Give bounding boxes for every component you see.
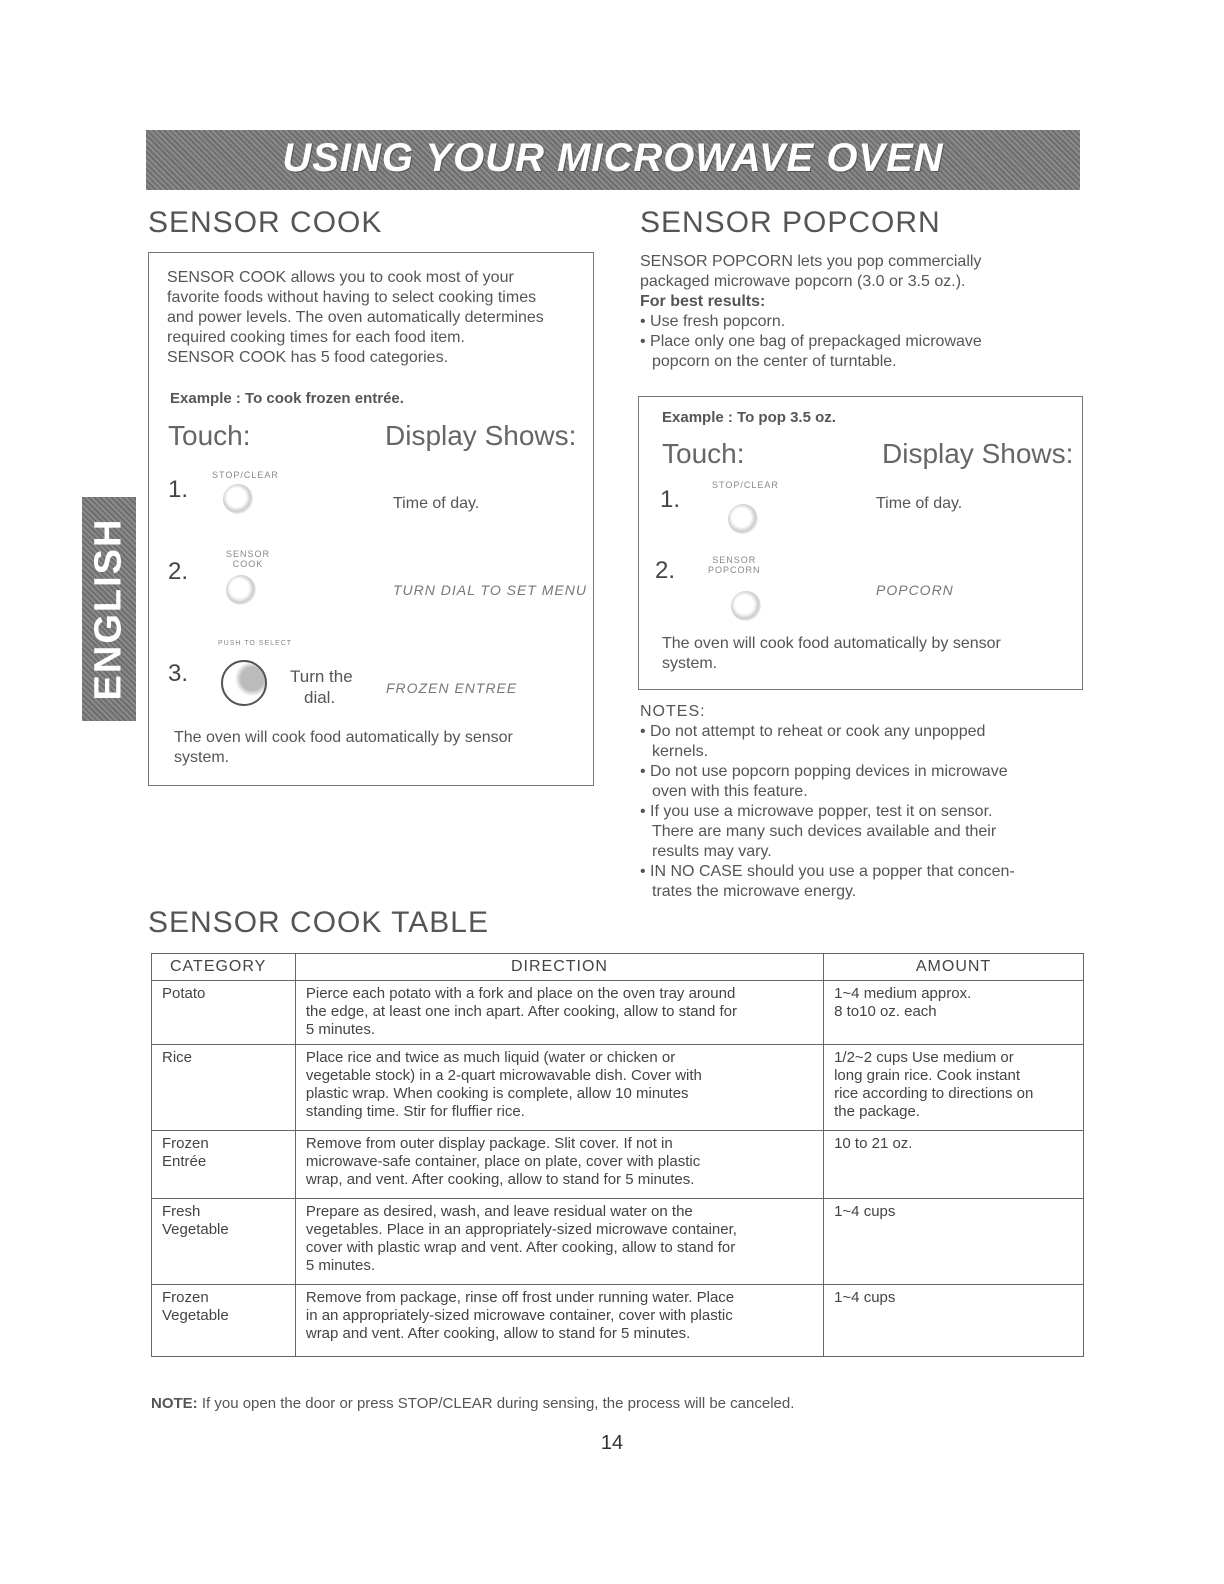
cell-line: 5 minutes. bbox=[305, 1257, 376, 1274]
cell-line: rice according to directions on bbox=[834, 1085, 1034, 1102]
step-number: 3. bbox=[168, 660, 189, 687]
cell-line: the edge, at least one inch apart. After cooking, allow to stand for bbox=[305, 1003, 737, 1020]
cell-category bbox=[152, 1285, 296, 1357]
table-row bbox=[152, 1045, 1084, 1131]
action-line: Turn the bbox=[290, 667, 353, 686]
display-header: Display Shows: bbox=[385, 420, 577, 451]
sensor-cook-title: SENSOR COOK bbox=[148, 206, 383, 239]
button-label: STOP/CLEAR bbox=[212, 470, 279, 480]
cell-direction bbox=[295, 1045, 823, 1131]
language-tab bbox=[82, 497, 136, 721]
language-tab-label: ENGLISH bbox=[87, 517, 130, 701]
intro-line: favorite foods without having to select cooking times bbox=[167, 289, 537, 306]
cell-line: Fresh bbox=[162, 1203, 201, 1220]
table-row bbox=[152, 1199, 1084, 1285]
intro-line: SENSOR POPCORN lets you pop commercially bbox=[640, 253, 982, 270]
dial-label: PUSH TO SELECT bbox=[218, 640, 293, 647]
cell-line: 10 to 21 oz. bbox=[834, 1135, 913, 1152]
stop-clear-button[interactable] bbox=[728, 504, 758, 534]
cell-direction bbox=[295, 1131, 823, 1199]
note-item bbox=[640, 862, 1070, 902]
table-title: SENSOR COOK TABLE bbox=[148, 906, 489, 939]
table-row bbox=[152, 1131, 1084, 1199]
button-label bbox=[708, 555, 761, 575]
note-line: kernels. bbox=[652, 743, 709, 760]
cell-category bbox=[152, 1199, 296, 1285]
note-line: • Do not attempt to reheat or cook any unpopped bbox=[640, 723, 986, 740]
note-item bbox=[640, 722, 1070, 762]
intro-line: packaged microwave popcorn (3.0 or 3.5 oz.). bbox=[640, 273, 966, 290]
sensor-cook-footer bbox=[174, 728, 513, 768]
cell-line: Frozen bbox=[162, 1289, 209, 1306]
intro-line: SENSOR COOK has 5 food categories. bbox=[167, 349, 449, 366]
button-label-line: POPCORN bbox=[708, 565, 761, 575]
sensor-popcorn-button[interactable] bbox=[731, 591, 761, 621]
cell-category bbox=[152, 1045, 296, 1131]
column-header: CATEGORY bbox=[152, 954, 296, 981]
best-result-item: popcorn on the center of turntable. bbox=[652, 353, 897, 370]
cell-line: 5 minutes. bbox=[305, 1021, 376, 1038]
cell-line: Rice bbox=[162, 1049, 193, 1066]
note-line: • IN NO CASE should you use a popper that concen- bbox=[640, 863, 1015, 880]
intro-line: required cooking times for each food item. bbox=[167, 329, 465, 346]
note-line: There are many such devices available and their bbox=[652, 823, 997, 840]
button-label bbox=[226, 549, 270, 569]
note-item bbox=[640, 762, 1070, 802]
step-number: 1. bbox=[168, 476, 189, 503]
cell-amount bbox=[824, 1131, 1084, 1199]
sensor-cook-intro bbox=[167, 268, 587, 368]
sensor-cook-button[interactable] bbox=[226, 575, 256, 605]
cell-direction bbox=[295, 1199, 823, 1285]
cell-amount bbox=[824, 1285, 1084, 1357]
page-banner bbox=[146, 130, 1080, 190]
cell-line: vegetable stock) in a 2-quart microwavable dish. Cover with bbox=[305, 1067, 702, 1084]
cell-line: Pierce each potato with a fork and place on the oven tray around bbox=[305, 985, 736, 1002]
cell-line: 8 to10 oz. each bbox=[834, 1003, 937, 1020]
cell-line: the package. bbox=[834, 1103, 920, 1120]
cell-direction bbox=[295, 981, 823, 1045]
cell-line: vegetables. Place in an appropriately-sized microwave container, bbox=[305, 1221, 737, 1238]
cell-line: 1~4 medium approx. bbox=[834, 985, 972, 1002]
cell-category bbox=[152, 1131, 296, 1199]
step-number: 2. bbox=[168, 558, 189, 585]
cell-line: standing time. Stir for fluffier rice. bbox=[305, 1103, 525, 1120]
note-line: • If you use a microwave popper, test it on sensor. bbox=[640, 803, 993, 820]
notes-label: NOTES: bbox=[640, 703, 706, 720]
cell-line: cover with plastic wrap and vent. After cooking, allow to stand for bbox=[305, 1239, 736, 1256]
display-text: TURN DIAL TO SET MENU bbox=[393, 582, 587, 598]
table-header-row bbox=[152, 954, 1084, 981]
cell-line: long grain rice. Cook instant bbox=[834, 1067, 1021, 1084]
note-line: trates the microwave energy. bbox=[652, 883, 857, 900]
button-label-line: SENSOR bbox=[226, 549, 271, 559]
cell-line: plastic wrap. When cooking is complete, allow 10 minutes bbox=[305, 1085, 689, 1102]
button-label-line: SENSOR bbox=[712, 555, 757, 565]
intro-line: SENSOR COOK allows you to cook most of your bbox=[167, 269, 514, 286]
cell-line: Potato bbox=[162, 985, 206, 1002]
note-line: • Do not use popcorn popping devices in microwave bbox=[640, 763, 1008, 780]
page-number: 14 bbox=[600, 1432, 624, 1454]
cell-line: 1~4 cups bbox=[834, 1203, 896, 1220]
footer-line: system. bbox=[174, 749, 230, 766]
cell-line: 1/2~2 cups Use medium or bbox=[834, 1049, 1014, 1066]
cell-line: wrap and vent. After cooking, allow to stand for 5 minutes. bbox=[305, 1325, 691, 1342]
cell-amount bbox=[824, 1199, 1084, 1285]
note-item bbox=[640, 802, 1070, 862]
column-header: DIRECTION bbox=[295, 954, 823, 981]
cell-amount bbox=[824, 981, 1084, 1045]
display-text: Time of day. bbox=[393, 495, 480, 512]
best-result-item: • Use fresh popcorn. bbox=[640, 313, 786, 330]
bottom-note-label: NOTE: bbox=[151, 1395, 198, 1412]
sensor-popcorn-title: SENSOR POPCORN bbox=[640, 206, 941, 239]
intro-line: and power levels. The oven automatically determines bbox=[167, 309, 544, 326]
footer-line: The oven will cook food automatically by sensor bbox=[174, 729, 513, 746]
cell-category bbox=[152, 981, 296, 1045]
cell-line: Vegetable bbox=[162, 1221, 229, 1238]
display-header: Display Shows: bbox=[882, 438, 1074, 469]
cell-direction bbox=[295, 1285, 823, 1357]
cell-line: Vegetable bbox=[162, 1307, 229, 1324]
step-number: 1. bbox=[660, 486, 681, 513]
popcorn-notes bbox=[640, 702, 1070, 902]
touch-header: Touch: bbox=[662, 438, 745, 469]
touch-header: Touch: bbox=[168, 420, 251, 451]
cell-line: Remove from outer display package. Slit cover. If not in bbox=[305, 1135, 673, 1152]
footer-line: The oven will cook food automatically by sensor bbox=[662, 635, 1001, 652]
best-result-item: • Place only one bag of prepackaged microwave bbox=[640, 333, 982, 350]
step-number: 2. bbox=[655, 557, 676, 584]
cell-line: 1~4 cups bbox=[834, 1289, 896, 1306]
table-row bbox=[152, 1285, 1084, 1357]
cell-line: Prepare as desired, wash, and leave residual water on the bbox=[305, 1203, 693, 1220]
best-results-label: For best results: bbox=[640, 293, 766, 310]
sensor-popcorn-footer bbox=[662, 634, 1001, 674]
button-label: STOP/CLEAR bbox=[712, 480, 779, 490]
cell-line: microwave-safe container, place on plate, cover with plastic bbox=[305, 1153, 701, 1170]
sensor-cook-example: Example : To cook frozen entrée. bbox=[170, 390, 404, 407]
footer-line: system. bbox=[662, 655, 718, 672]
sensor-cook-table bbox=[151, 953, 1084, 1357]
action-line: dial. bbox=[304, 688, 336, 707]
cell-line: Frozen bbox=[162, 1135, 209, 1152]
column-header: AMOUNT bbox=[824, 954, 1084, 981]
display-text: FROZEN ENTREE bbox=[386, 680, 518, 696]
note-line: results may vary. bbox=[652, 843, 772, 860]
sensor-popcorn-intro bbox=[640, 252, 1060, 372]
cell-line: Place rice and twice as much liquid (water or chicken or bbox=[305, 1049, 676, 1066]
cell-amount bbox=[824, 1045, 1084, 1131]
note-line: oven with this feature. bbox=[652, 783, 808, 800]
cell-line: wrap, and vent. After cooking, allow to stand for 5 minutes. bbox=[305, 1171, 695, 1188]
cell-line: in an appropriately-sized microwave container, cover with plastic bbox=[305, 1307, 733, 1324]
banner-title: USING YOUR MICROWAVE OVEN bbox=[282, 136, 944, 180]
bottom-note-text: If you open the door or press STOP/CLEAR during sensing, the process will be canceled. bbox=[201, 1395, 795, 1412]
cell-line: Entrée bbox=[162, 1153, 207, 1170]
button-label-line: COOK bbox=[232, 559, 264, 569]
dial-action bbox=[290, 666, 353, 708]
display-text: Time of day. bbox=[876, 495, 963, 512]
cell-line: Remove from package, rinse off frost under running water. Place bbox=[305, 1289, 735, 1306]
table-row bbox=[152, 981, 1084, 1045]
display-text: POPCORN bbox=[876, 582, 954, 598]
select-dial[interactable] bbox=[221, 660, 267, 706]
sensor-popcorn-example: Example : To pop 3.5 oz. bbox=[662, 409, 836, 426]
bottom-note bbox=[151, 1394, 794, 1414]
stop-clear-button[interactable] bbox=[223, 484, 253, 514]
